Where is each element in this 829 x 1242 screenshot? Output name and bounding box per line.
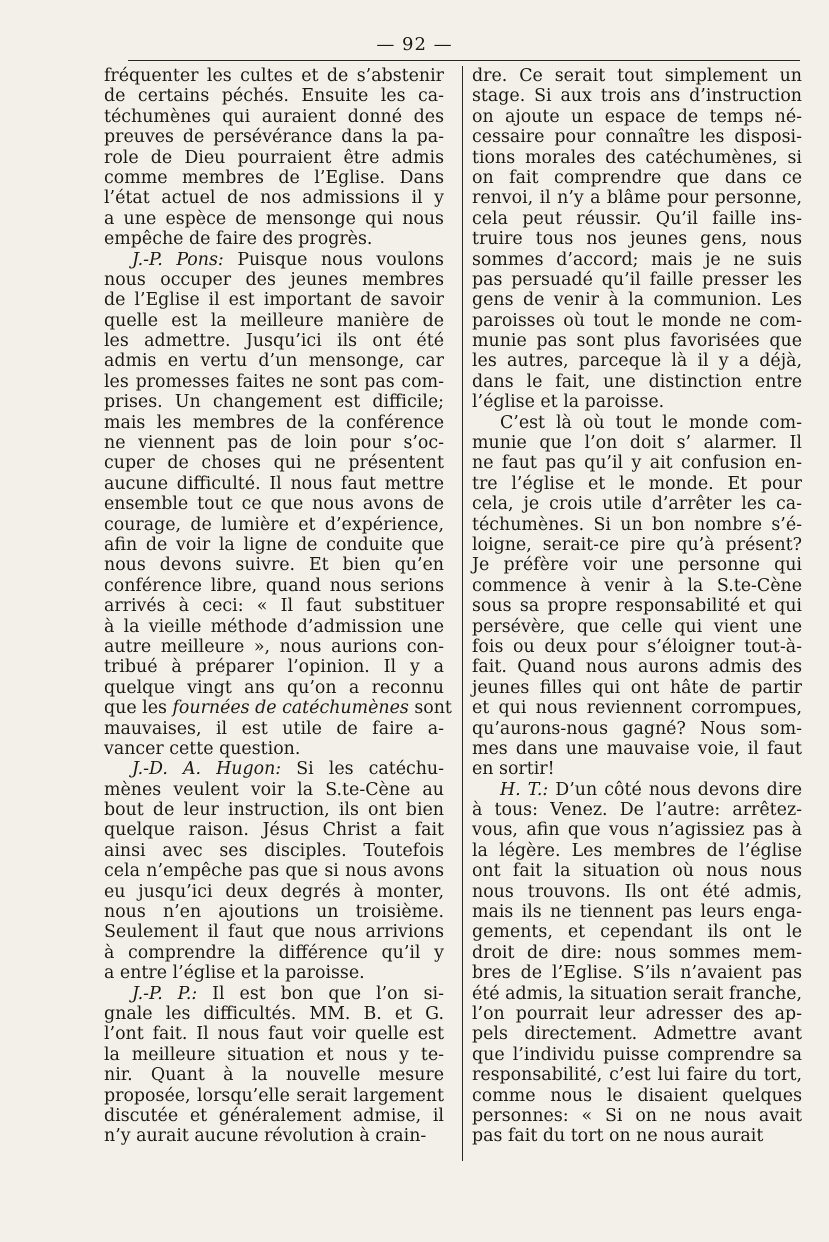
text-fragment: stage. Si aux trois ans d’instruction — [472, 86, 802, 107]
text-fragment: ensemble tout ce que nous avons de — [104, 494, 444, 515]
text-line — [104, 250, 444, 270]
text-line — [472, 1106, 802, 1126]
text-line — [104, 494, 444, 514]
text-line — [104, 780, 444, 800]
text-line — [472, 107, 802, 127]
text-fragment: droit de dire: nous sommes mem- — [472, 942, 802, 963]
text-fragment: arrivés à ceci: « Il faut substituer — [104, 596, 444, 617]
text-fragment: Puisque nous voulons — [223, 249, 444, 270]
text-fragment: sommes d’accord; mais je ne suis — [472, 249, 802, 270]
text-line — [104, 515, 444, 535]
text-line — [472, 494, 802, 514]
text-line — [472, 698, 802, 718]
text-line — [104, 902, 444, 922]
text-fragment: empêche de faire des progrès. — [104, 229, 373, 250]
text-line — [104, 576, 444, 596]
text-fragment: pas fait du tort on ne nous aurait — [472, 1126, 764, 1147]
text-line — [104, 984, 444, 1004]
text-line — [472, 1086, 802, 1106]
text-line — [472, 922, 802, 942]
text-fragment: on ajoute un espace de temps né- — [472, 106, 802, 127]
text-line — [472, 331, 802, 351]
text-line — [472, 474, 802, 494]
text-line — [472, 882, 802, 902]
text-fragment: cuper de choses qui ne présentent — [104, 453, 444, 474]
text-fragment: quelle est la meilleure manière de — [104, 310, 444, 331]
text-line — [472, 372, 802, 392]
text-line — [472, 86, 802, 106]
text-line — [104, 1045, 444, 1065]
text-fragment: jeunes filles qui ont hâte de partir — [472, 677, 802, 698]
text-line — [472, 902, 802, 922]
text-fragment: ainsi avec ses disciples. Toutefois — [104, 840, 444, 861]
text-line — [104, 963, 444, 983]
header-rule — [128, 60, 800, 61]
text-fragment: eu jusqu’ici deux degrés à monter, — [104, 881, 444, 902]
text-fragment: Seulement il faut que nous arrivions — [104, 922, 444, 943]
text-fragment: munie pas sont plus favorisées que — [472, 331, 802, 352]
text-fragment: n’y aurait aucune révolution à crain- — [104, 1126, 427, 1147]
text-line — [104, 820, 444, 840]
text-fragment: bout de leur instruction, ils ont bien — [104, 800, 444, 821]
text-fragment: quelque vingt ans qu’on a reconnu — [104, 677, 444, 698]
text-line — [472, 1126, 802, 1146]
text-fragment: les autres, parceque là il y a déjà, — [472, 351, 802, 372]
text-fragment: l’ont fait. Il nous faut voir quelle est — [104, 1024, 444, 1045]
text-line — [472, 841, 802, 861]
text-line — [104, 943, 444, 963]
text-line — [104, 882, 444, 902]
text-line — [472, 678, 802, 698]
text-fragment: quelque raison. Jésus Christ a fait — [104, 820, 444, 841]
text-fragment: sous sa propre responsabilité et qui — [472, 596, 802, 617]
text-fragment: preuves de persévérance dans la pa- — [104, 127, 444, 148]
text-fragment: l’état actuel de nos admissions il y — [104, 188, 444, 209]
text-line — [104, 413, 444, 433]
text-fragment: sont — [408, 698, 452, 719]
emphasized-text: fournées de catéchumènes — [172, 698, 409, 719]
text-line — [472, 535, 802, 555]
text-line — [472, 596, 802, 616]
text-fragment: nous devons suivre. Et bien qu’en — [104, 555, 444, 576]
text-line — [472, 392, 802, 412]
text-fragment: tre l’église et le monde. Et pour — [472, 473, 802, 494]
text-fragment: prises. Un changement est difficile; — [104, 392, 444, 413]
text-fragment: nous trouvons. Ils ont été admis, — [472, 881, 802, 902]
text-fragment: comme membres de l’Eglise. Dans — [104, 167, 444, 188]
text-fragment: a une espèce de mensonge qui nous — [104, 208, 444, 229]
text-line — [104, 800, 444, 820]
text-line — [472, 1045, 802, 1065]
text-line — [472, 311, 802, 331]
text-line — [104, 657, 444, 677]
text-line — [104, 617, 444, 637]
text-line — [104, 127, 444, 147]
text-fragment: fois ou deux pour s’éloigner tout-à- — [472, 636, 802, 657]
text-fragment: en sortir! — [472, 759, 555, 780]
text-line — [472, 127, 802, 147]
text-line — [472, 555, 802, 575]
right-column — [472, 66, 802, 1147]
text-fragment: bres de l’Eglise. S’ils n’avaient pas — [472, 963, 802, 984]
text-fragment: vous, afin que vous n’agissiez pas à — [472, 820, 802, 841]
text-fragment: tions morales des catéchumènes, si — [472, 147, 802, 168]
text-fragment: cela peut réussir. Qu’il faille ins- — [472, 208, 802, 229]
text-line — [104, 1065, 444, 1085]
text-line — [472, 637, 802, 657]
text-fragment: les promesses faites ne sont pas com- — [104, 371, 444, 392]
text-line — [472, 188, 802, 208]
text-fragment: que les — [104, 698, 173, 719]
text-line — [104, 1086, 444, 1106]
text-fragment: et qui nous reviennent corrompues, — [472, 698, 802, 719]
text-line — [104, 1126, 444, 1146]
text-line — [104, 637, 444, 657]
speaker-name: J.-P. P.: — [132, 983, 198, 1004]
text-line — [104, 596, 444, 616]
text-fragment: discutée et généralement admise, il — [104, 1105, 444, 1126]
text-line — [104, 66, 444, 86]
text-fragment: été admis, la situation serait franche, — [472, 983, 802, 1004]
text-line — [472, 780, 802, 800]
text-line — [472, 657, 802, 677]
text-fragment: personnes: « Si on ne nous avait — [472, 1105, 802, 1126]
text-fragment: loigne, serait-ce pire qu’à présent? — [472, 534, 802, 555]
text-line — [472, 351, 802, 371]
text-fragment: fait. Quand nous aurons admis des — [472, 657, 802, 678]
text-line — [472, 515, 802, 535]
text-fragment: aucune difficulté. Il nous faut mettre — [104, 473, 444, 494]
text-fragment: gements, et cependant ils ont le — [472, 922, 802, 943]
text-fragment: Il est bon que l’on si- — [197, 983, 444, 1004]
text-line — [104, 351, 444, 371]
text-fragment: role de Dieu pourraient être admis — [104, 147, 444, 168]
text-fragment: à la vieille méthode d’admission une — [104, 616, 444, 637]
text-line — [104, 759, 444, 779]
column-divider — [462, 66, 463, 1161]
text-line — [472, 984, 802, 1004]
text-line — [104, 861, 444, 881]
text-line — [472, 739, 802, 759]
speaker-name: J.-P. Pons: — [132, 249, 224, 270]
text-fragment: mais les membres de la conférence — [104, 412, 444, 433]
text-fragment: comme nous le disaient quelques — [472, 1085, 802, 1106]
text-line — [472, 617, 802, 637]
text-line — [104, 168, 444, 188]
text-fragment: pels directement. Admettre avant — [472, 1024, 802, 1045]
text-line — [472, 861, 802, 881]
text-line — [472, 209, 802, 229]
text-fragment: tribué à préparer l’opinion. Il y a — [104, 657, 444, 678]
text-fragment: cela, je crois utile d’arrêter les ca- — [472, 494, 802, 515]
text-fragment: ne viennent pas de loin pour s’oc- — [104, 433, 444, 454]
text-fragment: téchumènes. Si un bon nombre s’é- — [472, 514, 802, 535]
text-fragment: commence à venir à la S.te-Cène — [472, 575, 802, 596]
text-fragment: gnale les difficultés. MM. B. et G. — [104, 1003, 444, 1024]
text-fragment: cessaire pour connaître les disposi- — [472, 127, 802, 148]
text-line — [472, 1065, 802, 1085]
text-line — [104, 188, 444, 208]
text-line — [104, 1004, 444, 1024]
text-fragment: fréquenter les cultes et de s’abstenir — [104, 66, 444, 86]
text-line — [104, 1024, 444, 1044]
text-fragment: mais ils ne tiennent pas leurs enga- — [472, 902, 802, 923]
text-fragment: Si les catéchu- — [281, 759, 445, 780]
text-fragment: D’un côté nous devons dire — [548, 779, 802, 800]
text-line — [472, 413, 802, 433]
text-line — [104, 372, 444, 392]
text-fragment: renvoi, il n’y a blâme pour personne, — [472, 188, 802, 209]
text-fragment: persévère, que celle qui vient une — [472, 616, 802, 637]
text-line — [472, 800, 802, 820]
text-fragment: conférence libre, quand nous serions — [104, 575, 444, 596]
text-line — [104, 453, 444, 473]
text-line — [472, 433, 802, 453]
text-line — [472, 963, 802, 983]
text-line — [472, 1024, 802, 1044]
text-fragment: on fait comprendre que dans ce — [472, 167, 802, 188]
text-line — [472, 229, 802, 249]
text-line — [472, 759, 802, 779]
text-fragment: responsabilité, c’est lui faire du tort, — [472, 1065, 802, 1086]
text-line — [104, 107, 444, 127]
text-line — [472, 820, 802, 840]
text-fragment: nous n’en ajoutions un troisième. — [104, 902, 444, 923]
text-fragment: pas persuadé qu’il faille presser les — [472, 269, 802, 290]
text-line — [472, 719, 802, 739]
text-line — [104, 474, 444, 494]
text-fragment: nir. Quant à la nouvelle mesure — [104, 1065, 444, 1086]
text-fragment: Je préfère voir une personne qui — [472, 555, 802, 576]
text-fragment: l’on pourrait leur adresser des ap- — [472, 1003, 802, 1024]
text-line — [104, 209, 444, 229]
text-fragment: l’église et la paroisse. — [472, 392, 665, 413]
text-line — [472, 148, 802, 168]
text-line — [472, 1004, 802, 1024]
text-line — [104, 678, 444, 698]
text-line — [104, 148, 444, 168]
text-fragment: les admettre. Jusqu’ici ils ont été — [104, 331, 444, 352]
text-fragment: à comprendre la différence qu’il y — [104, 942, 444, 963]
text-fragment: nous occuper des jeunes membres — [104, 269, 444, 290]
text-fragment: à tous: Venez. De l’autre: arrêtez- — [472, 800, 802, 821]
text-fragment: afin de voir la ligne de conduite que — [104, 534, 444, 555]
text-line — [472, 168, 802, 188]
text-line — [104, 331, 444, 351]
page-number: — 92 — — [376, 34, 453, 55]
text-fragment: la meilleure situation et nous y te- — [104, 1044, 444, 1065]
text-line — [104, 392, 444, 412]
text-fragment: courage, de lumière et d’expérience, — [104, 514, 444, 535]
text-fragment: que l’individu puisse comprendre sa — [472, 1044, 802, 1065]
text-fragment: truire tous nos jeunes gens, nous — [472, 229, 802, 250]
text-line — [104, 270, 444, 290]
text-line — [104, 1106, 444, 1126]
text-line — [472, 453, 802, 473]
text-line — [472, 270, 802, 290]
text-line — [104, 311, 444, 331]
text-line — [104, 229, 444, 249]
text-fragment: mènes veulent voir la S.te-Cène au — [104, 779, 444, 800]
text-fragment: téchumènes qui auraient donné des — [104, 106, 444, 127]
text-fragment: autre meilleure », nous aurions con- — [104, 636, 444, 657]
text-fragment: proposée, lorsqu’elle serait largement — [104, 1085, 444, 1106]
text-line — [104, 922, 444, 942]
text-line — [472, 943, 802, 963]
text-line — [104, 841, 444, 861]
text-fragment: de certains péchés. Ensuite les ca- — [104, 86, 444, 107]
text-fragment: vancer cette question. — [104, 738, 301, 759]
text-fragment: cela n’empêche pas que si nous avons — [104, 861, 444, 882]
text-fragment: dans le fait, une distinction entre — [472, 371, 802, 392]
text-fragment: munie que l’on doit s’ alarmer. Il — [472, 433, 802, 454]
text-line — [104, 698, 452, 719]
text-fragment: qu’aurons-nous gagné? Nous som- — [472, 718, 802, 739]
text-fragment: la légère. Les membres de l’église — [472, 840, 802, 861]
text-fragment: gens de venir à la communion. Les — [472, 290, 802, 311]
text-line — [472, 290, 802, 310]
text-fragment: a entre l’église et la paroisse. — [104, 963, 365, 984]
text-fragment: C’est là où tout le monde com- — [500, 412, 802, 433]
text-line — [104, 290, 444, 310]
speaker-name: H. T.: — [500, 779, 549, 800]
text-fragment: mes dans une mauvaise voie, il faut — [472, 738, 802, 759]
text-fragment: de l’Eglise il est important de savoir — [104, 290, 444, 311]
text-fragment: ne faut pas qu’il y ait confusion en- — [472, 453, 802, 474]
text-fragment: ont fait la situation où nous nous — [472, 861, 802, 882]
text-fragment: paroisses où tout le monde ne com- — [472, 310, 802, 331]
text-line — [472, 576, 802, 596]
text-line — [104, 719, 444, 739]
text-line — [104, 555, 444, 575]
text-line — [104, 433, 444, 453]
left-column — [104, 66, 452, 1147]
text-line — [104, 86, 444, 106]
speaker-name: J.-D. A. Hugon: — [132, 759, 282, 780]
text-line — [104, 739, 444, 759]
text-fragment: dre. Ce serait tout simplement un — [472, 66, 802, 86]
text-line — [472, 250, 802, 270]
text-fragment: mauvaises, il est utile de faire a- — [104, 718, 444, 739]
text-line — [104, 535, 444, 555]
text-fragment: admis en vertu d’un mensonge, car — [104, 351, 444, 372]
text-line — [472, 66, 802, 86]
